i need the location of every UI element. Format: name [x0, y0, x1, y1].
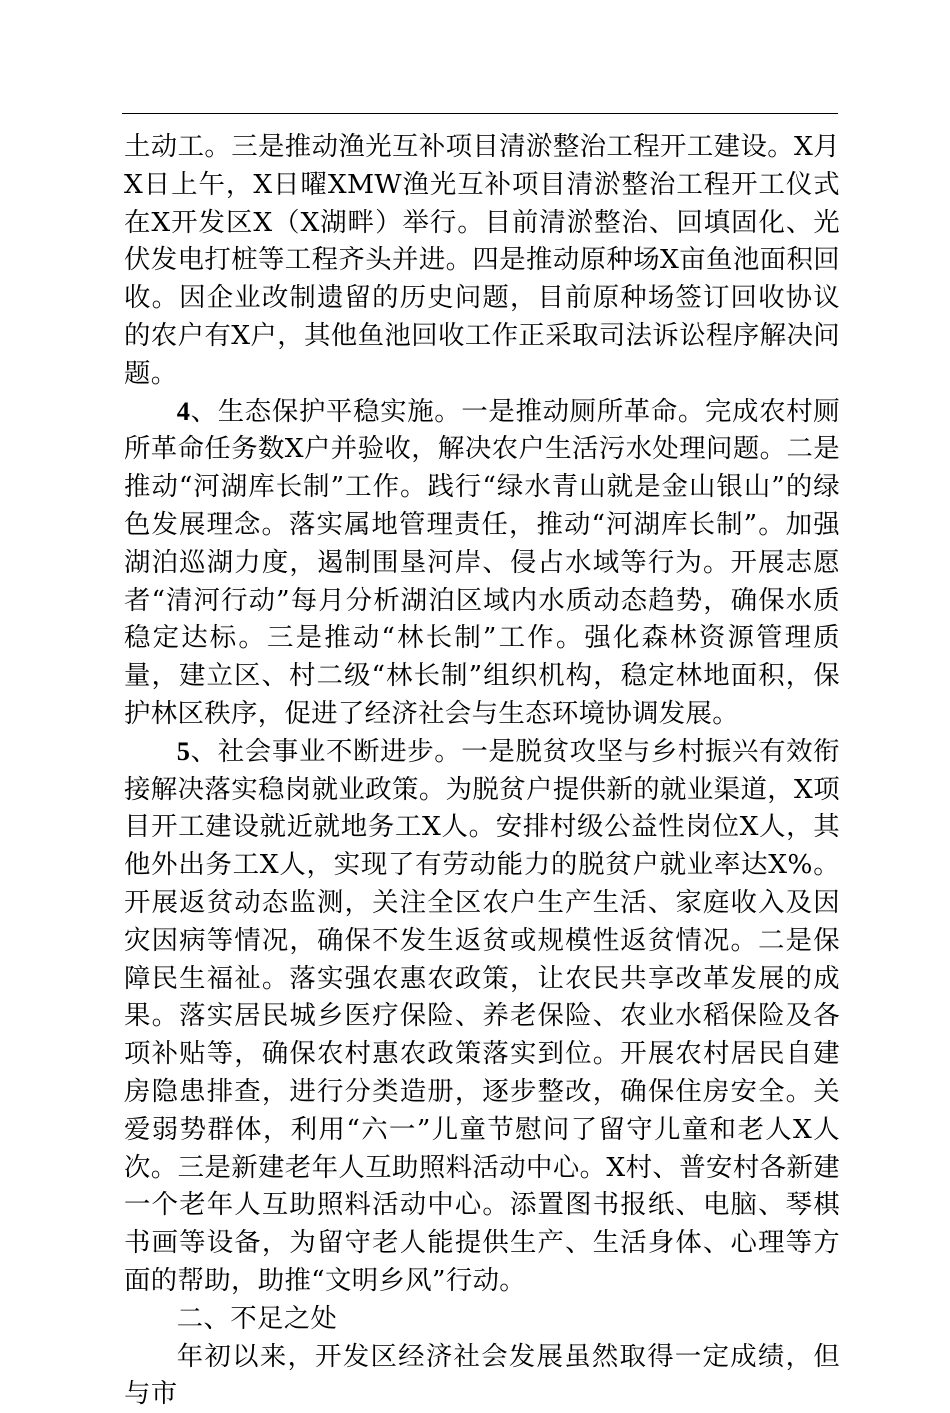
paragraph-shortcomings-intro	[124, 1338, 840, 1413]
paragraph-text: 、生态保护平稳实施。一是推动厕所革命。完成农村厕所革命任务数X户并验收，解决农户生活污水处理问题。二是推动“河湖库长制”工作。践行“绿水青山就是金山银山”的绿色发展理念。落实属地管理责任，推动“河湖库长制”。加强湖泊巡湖力度，遏制围垦河岸、侵占水域等行为。开展志愿者“清河行动”每月分析湖泊区域内水质动态趋势，确保水质稳定达标。三是推动“林长制”工作。强化森林资源管理质量，建立区、村二级“林长制”组织机构，稳定林地面积，保护林区秩序，促进了经济社会与生态环境协调发展。	[124, 396, 840, 729]
paragraph-ecological-protection	[124, 393, 840, 733]
section-number: 5	[177, 736, 191, 766]
document-body	[124, 128, 840, 1413]
paragraph-text: 土动工。三是推动渔光互补项目清淤整治工程开工建设。X月X日上午，X日曜XMW渔光互补项目清淤整治工程开工仪式在X开发区X（X湖畔）举行。目前清淤整治、回填固化、光伏发电打桩等工程齐头并进。四是推动原种场X亩鱼池面积回收。因企业改制遗留的历史问题，目前原种场签订回收协议的农户有X户，其他鱼池回收工作正采取司法诉讼程序解决问题。	[124, 131, 840, 389]
section-heading-shortcomings	[124, 1300, 840, 1338]
heading-text: 二、不足之处	[177, 1303, 337, 1334]
paragraph-fish-pond-continuation	[124, 128, 840, 393]
section-number: 4	[177, 396, 191, 426]
header-rule	[122, 113, 838, 114]
paragraph-text: 年初以来，开发区经济社会发展虽然取得一定成绩，但与市	[124, 1341, 840, 1410]
paragraph-text: 、社会事业不断进步。一是脱贫攻坚与乡村振兴有效衔接解决落实稳岗就业政策。为脱贫户提供新的就业渠道，X项目开工建设就近就地务工X人。安排村级公益性岗位X人，其他外出务工X人，实现了有劳动能力的脱贫户就业率达X%。开展返贫动态监测，关注全区农户生产生活、家庭收入及因灾因病等情况，确保不发生返贫或规模性返贫情况。二是保障民生福祉。落实强农惠农政策，让农民共享改革发展的成果。落实居民城乡医疗保险、养老保险、农业水稻保险及各项补贴等，确保农村惠农政策落实到位。开展农村居民自建房隐患排查，进行分类造册，逐步整改，确保住房安全。关爱弱势群体，利用“六一”儿童节慰问了留守儿童和老人X人次。三是新建老年人互助照料活动中心。X村、普安村各新建一个老年人互助照料活动中心。添置图书报纸、电脑、琴棋书画等设备，为留守老人能提供生产、生活身体、心理等方面的帮助，助推“文明乡风”行动。	[124, 736, 840, 1296]
paragraph-social-affairs	[124, 733, 840, 1300]
